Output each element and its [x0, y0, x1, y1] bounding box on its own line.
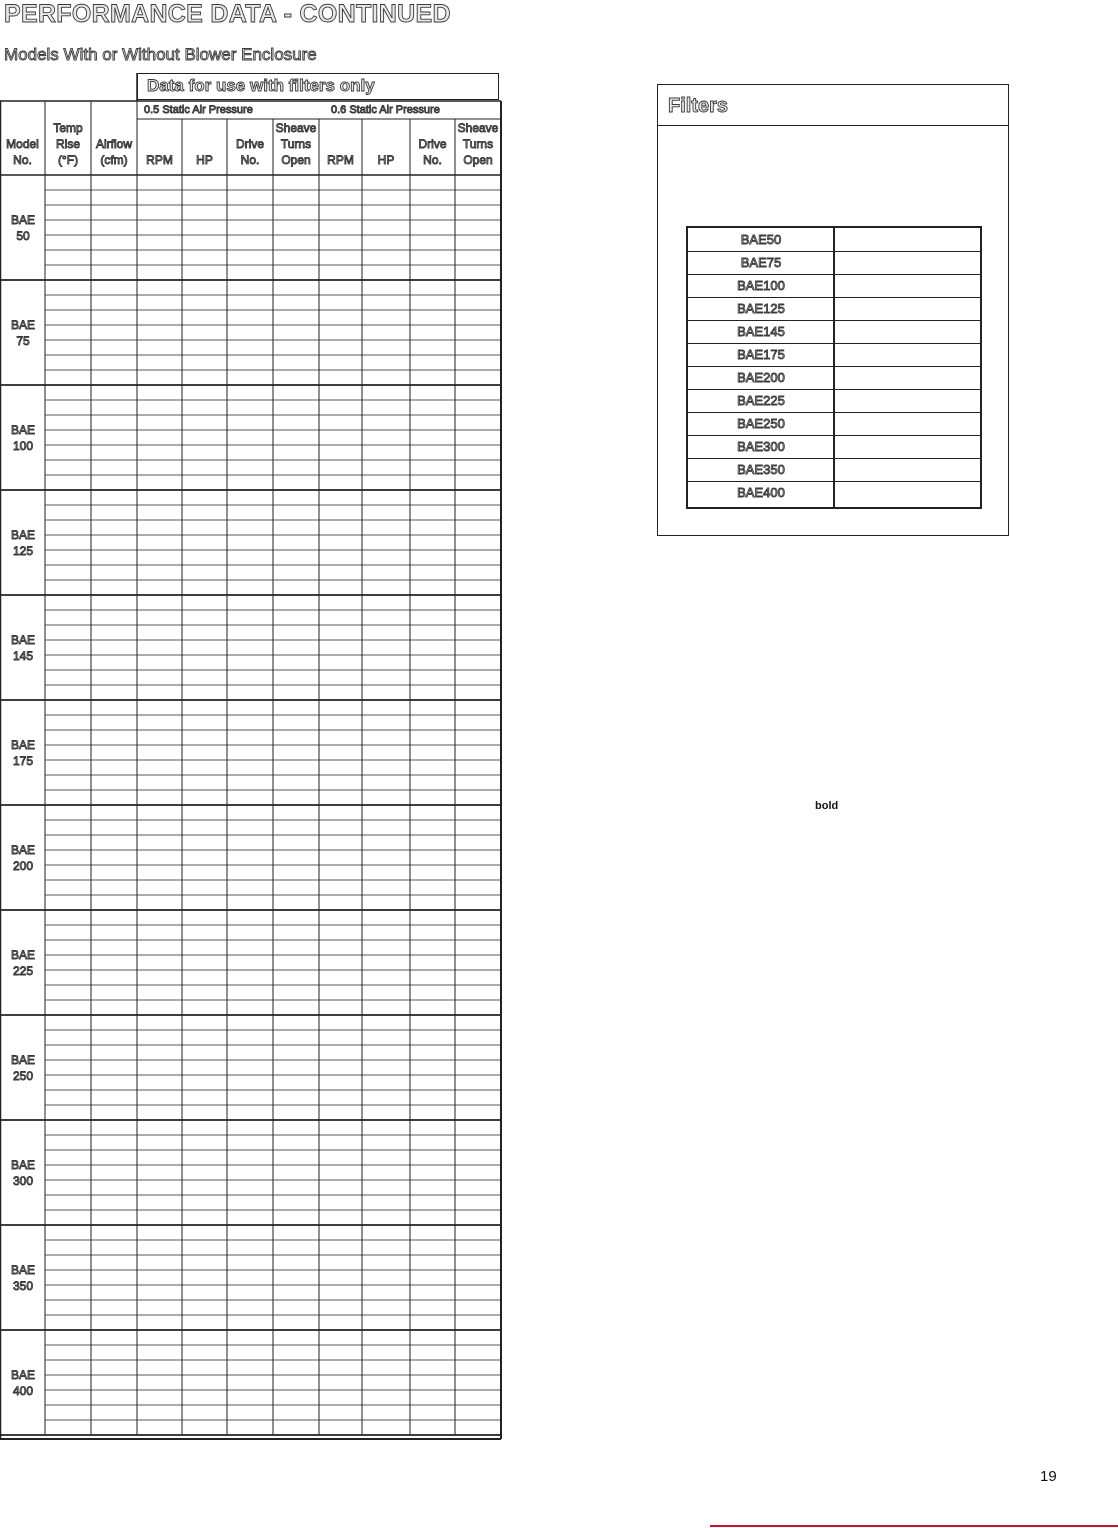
filter-model: BAE400 — [737, 485, 785, 500]
model-size: 250 — [12, 1069, 34, 1083]
filter-model: BAE100 — [737, 278, 785, 293]
model-prefix: BAE — [10, 1158, 35, 1172]
filter-model: BAE125 — [737, 301, 785, 316]
model-label — [1, 947, 45, 979]
model-label — [1, 317, 45, 349]
model-size: 100 — [12, 439, 34, 453]
filters-heading: Filters — [668, 95, 729, 117]
filters-divider — [658, 125, 1008, 126]
model-prefix: BAE — [10, 423, 35, 437]
model-prefix: BAE — [10, 738, 35, 752]
model-size: 350 — [12, 1279, 34, 1293]
filter-model: BAE75 — [740, 255, 782, 270]
column-header: Model No. — [6, 137, 39, 167]
model-label — [1, 1262, 45, 1294]
filters-panel — [657, 84, 1009, 536]
column-header: Airflow (cfm) — [95, 137, 132, 167]
filters-note-box — [137, 73, 499, 100]
model-label — [1, 737, 45, 769]
model-label — [1, 527, 45, 559]
filter-model: BAE50 — [740, 232, 782, 247]
group-header: 0.6 Static Air Pressure — [331, 104, 440, 116]
column-header: RPM — [327, 153, 354, 167]
model-prefix: BAE — [10, 1368, 35, 1382]
column-header: Drive No. — [418, 137, 447, 167]
model-size: 200 — [12, 859, 34, 873]
model-label — [1, 1367, 45, 1399]
filter-model: BAE350 — [737, 462, 785, 477]
model-size: 175 — [12, 754, 34, 768]
model-size: 300 — [12, 1174, 34, 1188]
model-prefix: BAE — [10, 1053, 35, 1067]
column-header: HP — [196, 153, 213, 167]
filter-model: BAE300 — [737, 439, 785, 454]
model-prefix: BAE — [10, 318, 35, 332]
model-prefix: BAE — [10, 1263, 35, 1277]
filter-model: BAE200 — [737, 370, 785, 385]
page-title: PERFORMANCE DATA - CONTINUED — [4, 0, 451, 28]
filter-model: BAE145 — [737, 324, 785, 339]
model-label — [1, 842, 45, 874]
column-header: Temp Rise (°F) — [53, 121, 83, 167]
footer-rule — [710, 1525, 1118, 1527]
page-subtitle: Models With or Without Blower Enclosure — [4, 45, 317, 64]
model-size: 400 — [12, 1384, 34, 1398]
model-label — [1, 1052, 45, 1084]
filter-model: BAE225 — [737, 393, 785, 408]
model-prefix: BAE — [10, 843, 35, 857]
filter-table — [686, 226, 982, 509]
group-header: 0.5 Static Air Pressure — [144, 104, 253, 116]
filter-model: BAE175 — [737, 347, 785, 362]
model-prefix: BAE — [10, 633, 35, 647]
column-header: RPM — [146, 153, 173, 167]
column-header: Sheave Turns Open — [275, 121, 317, 167]
column-header: Sheave Turns Open — [457, 121, 499, 167]
column-header: HP — [377, 153, 395, 167]
model-prefix: BAE — [10, 948, 35, 962]
filters-note: Data for use with filters only — [147, 76, 375, 95]
model-label — [1, 632, 45, 664]
model-size: 125 — [12, 544, 34, 558]
filter-column-divider — [833, 228, 835, 507]
model-label — [1, 1157, 45, 1189]
bold-note: bold — [815, 800, 839, 812]
model-prefix: BAE — [10, 528, 35, 542]
model-size: 50 — [16, 229, 30, 243]
filter-model: BAE250 — [737, 416, 785, 431]
model-size: 225 — [12, 964, 34, 978]
model-size: 145 — [12, 649, 34, 663]
page-number: 19 — [1040, 1468, 1057, 1485]
model-size: 75 — [16, 334, 30, 348]
model-prefix: BAE — [10, 213, 35, 227]
model-label — [1, 212, 45, 244]
model-label — [1, 422, 45, 454]
column-header: Drive No. — [235, 137, 264, 167]
